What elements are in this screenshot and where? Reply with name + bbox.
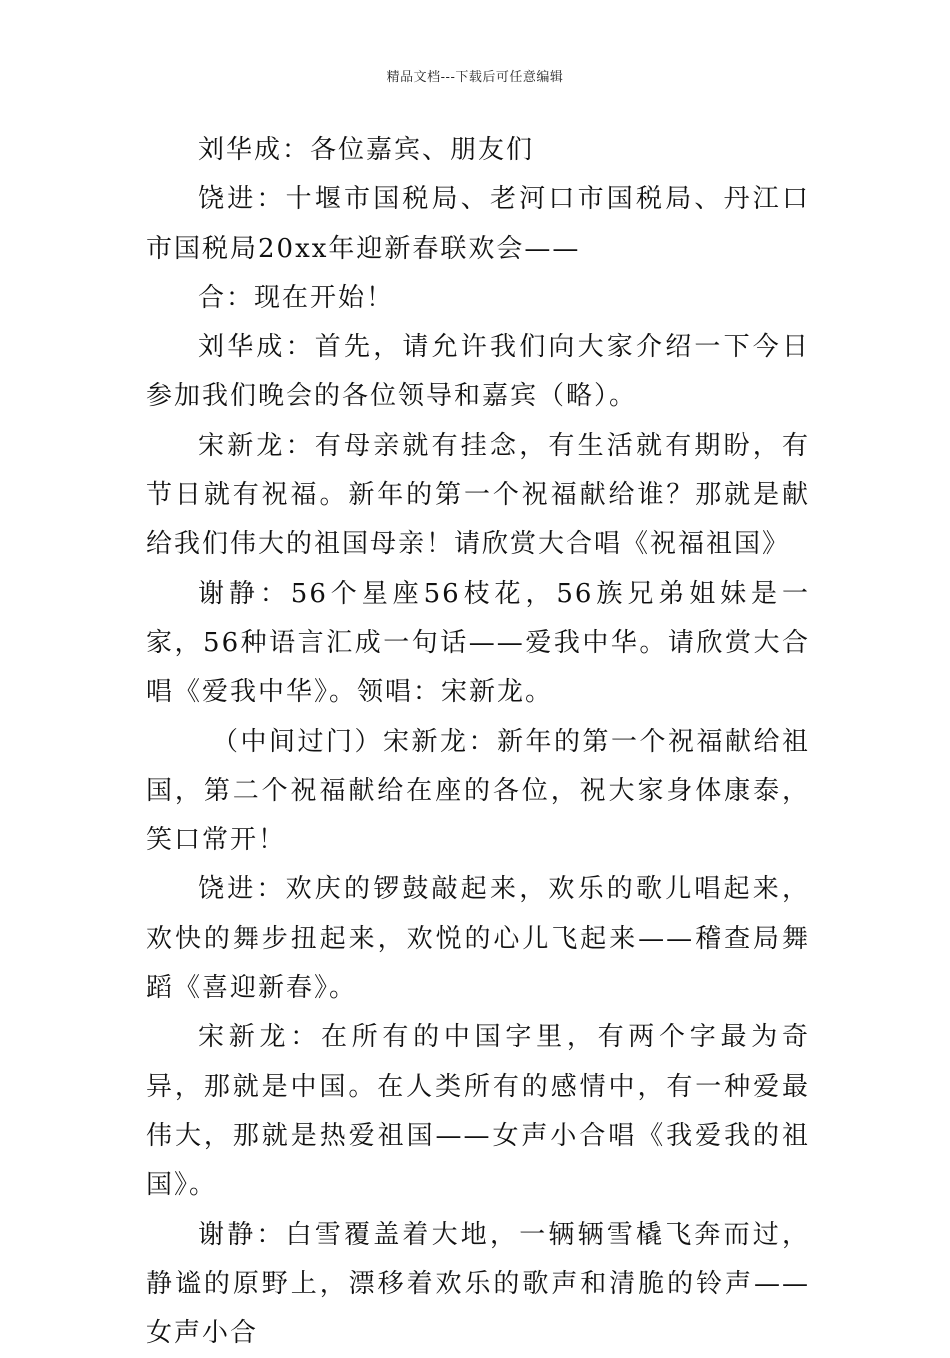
paragraph-3: 合：现在开始！ <box>198 282 395 313</box>
paragraph-9: 宋新龙：在所有的中国字里，有两个字最为奇异，那就是中国。在人类所有的感情中，有一种爱最伟大，那就是热爱祖国——女声小合唱《我爱我的祖国》。 <box>146 1022 810 1201</box>
paragraph-8: 饶进：欢庆的锣鼓敲起来，欢乐的歌儿唱起来，欢快的舞步扭起来，欢悦的心儿飞起来——稽查局舞蹈《喜迎新春》。 <box>146 874 810 1004</box>
paragraph-6: 谢静：56个星座56枝花，56族兄弟姐妹是一家，56种语言汇成一句话——爱我中华。请欣赏大合唱《爱我中华》。领唱：宋新龙。 <box>146 578 810 708</box>
paragraph-2: 饶进：十堰市国税局、老河口市国税局、丹江口市国税局20xx年迎新春联欢会—— <box>146 184 810 264</box>
document-body <box>146 126 810 1358</box>
paragraph-5: 宋新龙：有母亲就有挂念，有生活就有期盼，有节日就有祝福。新年的第一个祝福献给谁？那就是献给我们伟大的祖国母亲！请欣赏大合唱《祝福祖国》 <box>146 430 810 560</box>
paragraph-10: 谢静：白雪覆盖着大地，一辆辆雪橇飞奔而过，静谧的原野上，漂移着欢乐的歌声和清脆的铃声——女声小合 <box>146 1219 810 1349</box>
paragraph-4: 刘华成：首先，请允许我们向大家介绍一下今日参加我们晚会的各位领导和嘉宾（略）。 <box>146 332 810 412</box>
paragraph-7: （中间过门）宋新龙：新年的第一个祝福献给祖国，第二个祝福献给在座的各位，祝大家身体康泰，笑口常开！ <box>146 726 810 856</box>
paragraph-1: 刘华成：各位嘉宾、朋友们 <box>198 135 535 165</box>
page-header: 精品文档---下载后可任意编辑 <box>386 70 564 85</box>
